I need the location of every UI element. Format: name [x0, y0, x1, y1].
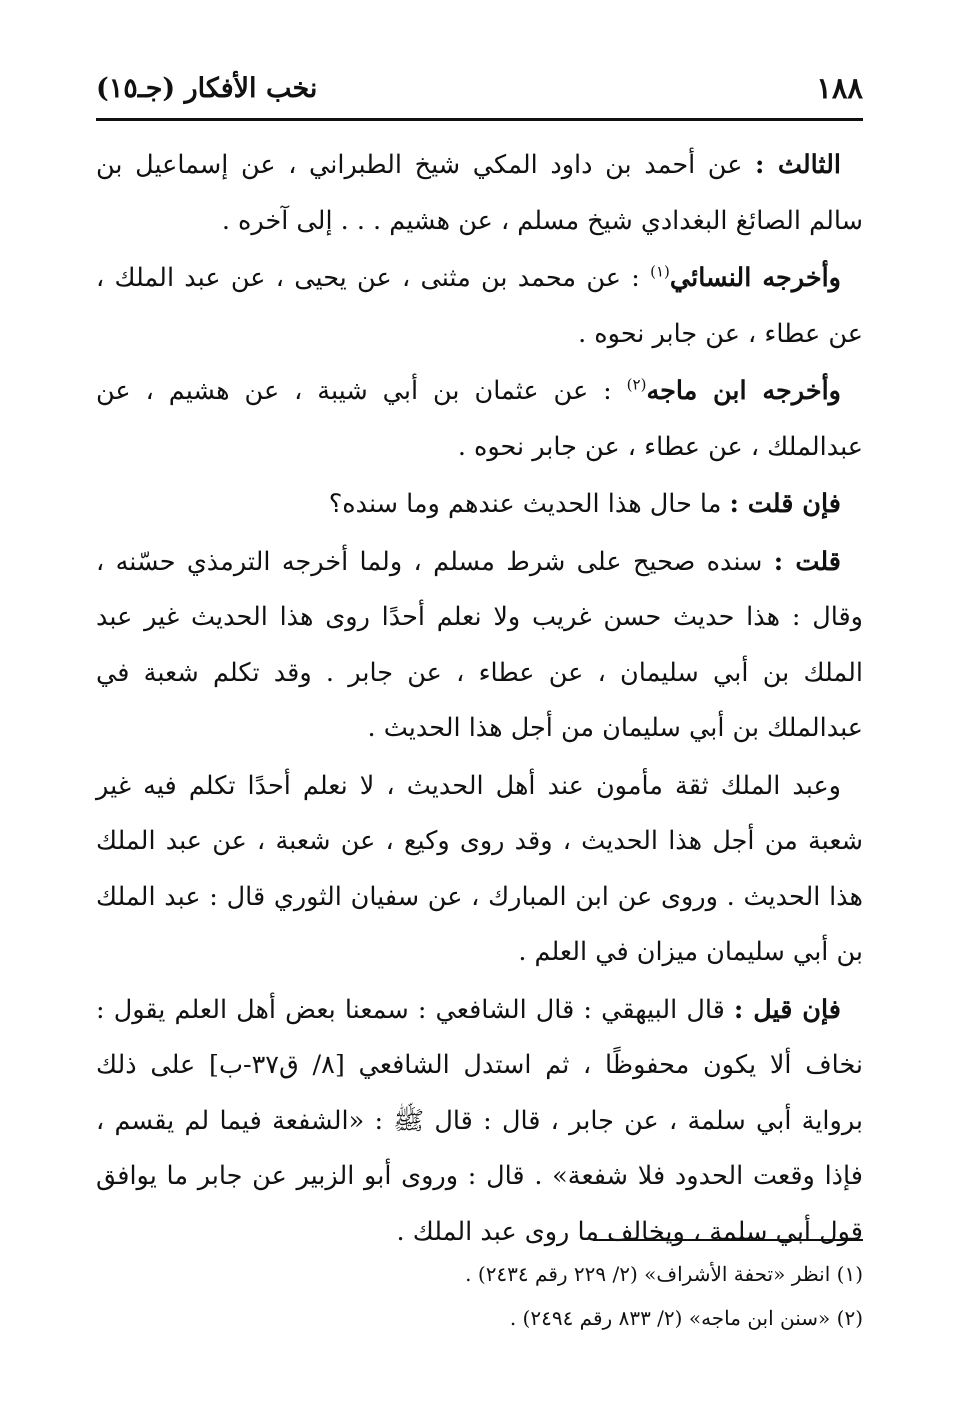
paragraph-lead: وأخرجه النسائي	[669, 263, 841, 293]
paragraph-text: وعبد الملك ثقة مأمون عند أهل الحديث ، لا نعلم أحدًا تكلم فيه غير شعبة من أجل هذا الحديث ، وقد روى وكيع ، عن شعبة ، عن عبد الملك هذا الحديث . وروى عن ابن المبارك ، عن سفيان الثوري قال : عبد الملك بن أبي سليمان ميزان في العلم .	[96, 770, 863, 967]
paragraph-lead: الثالث :	[755, 150, 841, 180]
footnote-2: (٢) «سنن ابن ماجه» (٢/ ٨٣٣ رقم ٢٤٩٤) .	[509, 1306, 863, 1330]
paragraph-question	[96, 477, 863, 533]
footnote-divider	[593, 1239, 863, 1241]
book-page	[96, 0, 863, 1417]
book-title: نخب الأفكار (جـ١٥)	[96, 72, 318, 104]
main-text	[96, 138, 863, 1262]
header-rule	[96, 118, 863, 121]
paragraph-text: ما حال هذا الحديث عندهم وما سنده؟	[328, 489, 730, 519]
paragraph-text: : عن عثمان بن أبي شيبة ، عن هشيم ، عن عبدالملك ، عن عطاء ، عن جابر نحوه .	[96, 376, 863, 462]
paragraph-lead: فإن قلت :	[729, 489, 841, 519]
paragraph-lead: وأخرجه ابن ماجه	[646, 376, 841, 406]
paragraph-ibn-majah	[96, 364, 863, 475]
paragraph-third-chain	[96, 138, 863, 249]
paragraph-objection	[96, 983, 863, 1261]
page-header	[96, 66, 863, 110]
footnote-1: (١) انظر «تحفة الأشراف» (٢/ ٢٢٩ رقم ٢٤٣٤) .	[465, 1262, 863, 1286]
paragraph-lead: فإن قيل :	[733, 994, 841, 1025]
paragraph-nasai	[96, 251, 863, 362]
paragraph-text: : عن محمد بن مثنى ، عن يحيى ، عن عبد الملك ، عن عطاء ، عن جابر نحوه .	[96, 263, 863, 349]
paragraph-abdulmalik	[96, 759, 863, 981]
footnotes	[96, 1252, 863, 1340]
footnote-ref-2: (٢)	[626, 375, 647, 394]
page-number: ١٨٨	[816, 71, 863, 105]
paragraph-text: سنده صحيح على شرط مسلم ، ولما أخرجه الترمذي حسّنه ، وقال : هذا حديث حسن غريب ولا نعلم أحدًا روى هذا الحديث غير عبد الملك بن أبي سليمان ، عن عطاء ، عن جابر . وقد تكلم شعبة في عبدالملك بن أبي سليمان من أجل هذا الحديث .	[96, 546, 863, 743]
paragraph-text: قال البيهقي : قال الشافعي : سمعنا بعض أهل العلم يقول : نخاف ألا يكون محفوظًا ، ثم استدل الشافعي [٨/ ق٣٧-ب] على ذلك برواية أبي سلمة ، عن جابر ، قال : قال ﷺ : «الشفعة فيما لم يقسم ، فإذا وقعت الحدود فلا شفعة» . قال : وروى أبو الزبير عن جابر ما يوافق قول أبي سلمة ، ويخالف ما روى عبد الملك .	[96, 994, 864, 1247]
paragraph-lead: قلت :	[773, 546, 841, 577]
footnote-ref-1: (١)	[650, 262, 670, 281]
paragraph-text: عن أحمد بن داود المكي شيخ الطبراني ، عن إسماعيل بن سالم الصائغ البغدادي شيخ مسلم ، عن هشيم . . . إلى آخره .	[96, 150, 863, 236]
paragraph-answer	[96, 535, 863, 757]
